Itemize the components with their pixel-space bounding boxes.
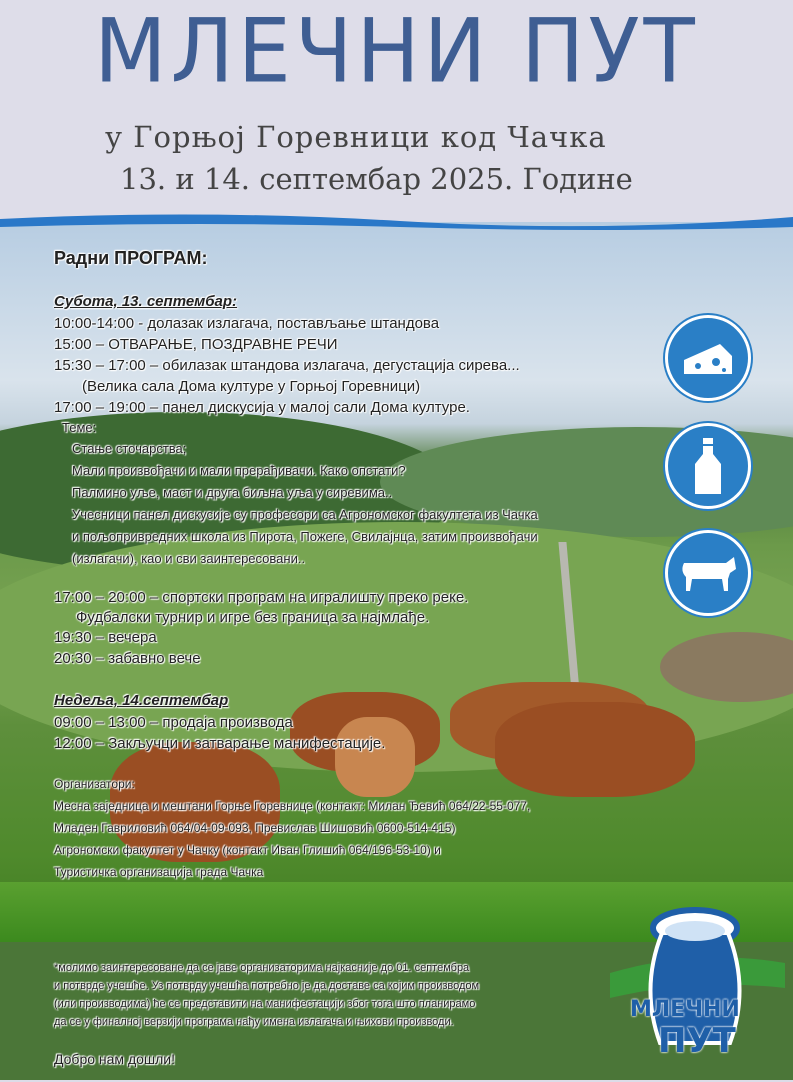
schedule-item: (Велика сала Дома културе у Горњој Горевници) — [82, 378, 421, 395]
saturday-label: Субота, 13. септембар: — [54, 293, 238, 310]
wave-divider — [0, 205, 793, 235]
footer-note-line: и потврде учешће. Уз потврду учешћа потребно је да доставе са којим производом — [54, 980, 480, 992]
themes-label: Теме: — [62, 420, 97, 435]
theme-item: Стање сточарства; — [72, 441, 187, 456]
theme-item: Учесници панел дискусије су професори са Агрономског факултета из Чачка — [72, 507, 538, 522]
theme-item: Мали произвођачи и мали прерађивачи. Како опстати? — [72, 463, 406, 478]
organizer-item: Агрономски факултет у Чачку (контакт Иван Глишић 064/196-53-10) и — [54, 843, 441, 857]
footer-note-line: *молимо заинтересоване да се јаве организаторима најкасније до 01. септембра — [54, 962, 470, 974]
theme-item: и пољопривредних школа из Пирота, Пожеге, Свилајнца, затим произвођачи — [72, 529, 538, 544]
schedule-item: 15:30 – 17:00 – обилазак штандова излагача, дегустација сирева... — [54, 357, 520, 374]
welcome-text: Добро нам дошли! — [54, 1051, 176, 1067]
logo-text-line1: МЛЕЧНИ — [630, 997, 740, 1022]
footer-note-line: (или производима) ће се представити на манифестацији због тога што планирамо — [54, 998, 476, 1010]
organizers-label: Организатори: — [54, 777, 135, 791]
schedule-item: 10:00-14:00 - долазак излагача, постављање штандова — [54, 315, 440, 332]
location-subtitle: у Горњој Горевници код Чачка — [105, 120, 607, 154]
schedule-item: 17:00 – 20:00 – спортски програм на игралишту преко реке. — [54, 589, 469, 606]
mlecni-put-logo — [600, 893, 790, 1078]
footer-note-line: да се у финалној верзији програма нађу имена излагача и њихови производи. — [54, 1016, 454, 1028]
logo-text-line2: ПУТ — [658, 1021, 736, 1061]
schedule-item: 20:30 – забавно вече — [54, 650, 201, 667]
schedule-item: 12:00 – Закључци и затварање манифестације. — [54, 735, 386, 752]
poster-title: МЛЕЧНИ ПУТ — [94, 0, 699, 103]
organizer-item: Месна заједница и мештани Горње Горевнице (контакт: Милан Ђевић 064/22-55-077, — [54, 799, 531, 813]
schedule-item: 15:00 – ОТВАРАЊЕ, ПОЗДРАВНЕ РЕЧИ — [54, 336, 338, 353]
dates-subtitle: 13. и 14. септембар 2025. Године — [120, 162, 633, 196]
milk-bottle-icon — [665, 423, 751, 509]
program-heading: Радни ПРОГРАМ: — [54, 248, 208, 268]
theme-item: (излагачи), као и сви заинтересовани.. — [72, 551, 306, 566]
sunday-label: Недеља, 14.септембар — [54, 692, 229, 709]
theme-item: Палмино уље, маст и друга биљна уља у сиревима.. — [72, 485, 393, 500]
organizer-item: Туристичка организација града Чачка — [54, 865, 264, 879]
organizer-item: Младен Гавриловић 064/04-09-093, Превислав Шишовић 0600-514-415) — [54, 821, 456, 835]
schedule-item: 17:00 – 19:00 – панел дискусија у малој сали Дома културе. — [54, 399, 470, 416]
schedule-item: 19:30 – вечера — [54, 629, 157, 646]
schedule-item: 09:00 – 13:00 – продаја производа — [54, 714, 293, 731]
cow-icon — [665, 530, 751, 616]
cheese-icon — [665, 315, 751, 401]
schedule-item: Фудбалски турнир и игре без граница за најмлађе. — [76, 609, 430, 626]
